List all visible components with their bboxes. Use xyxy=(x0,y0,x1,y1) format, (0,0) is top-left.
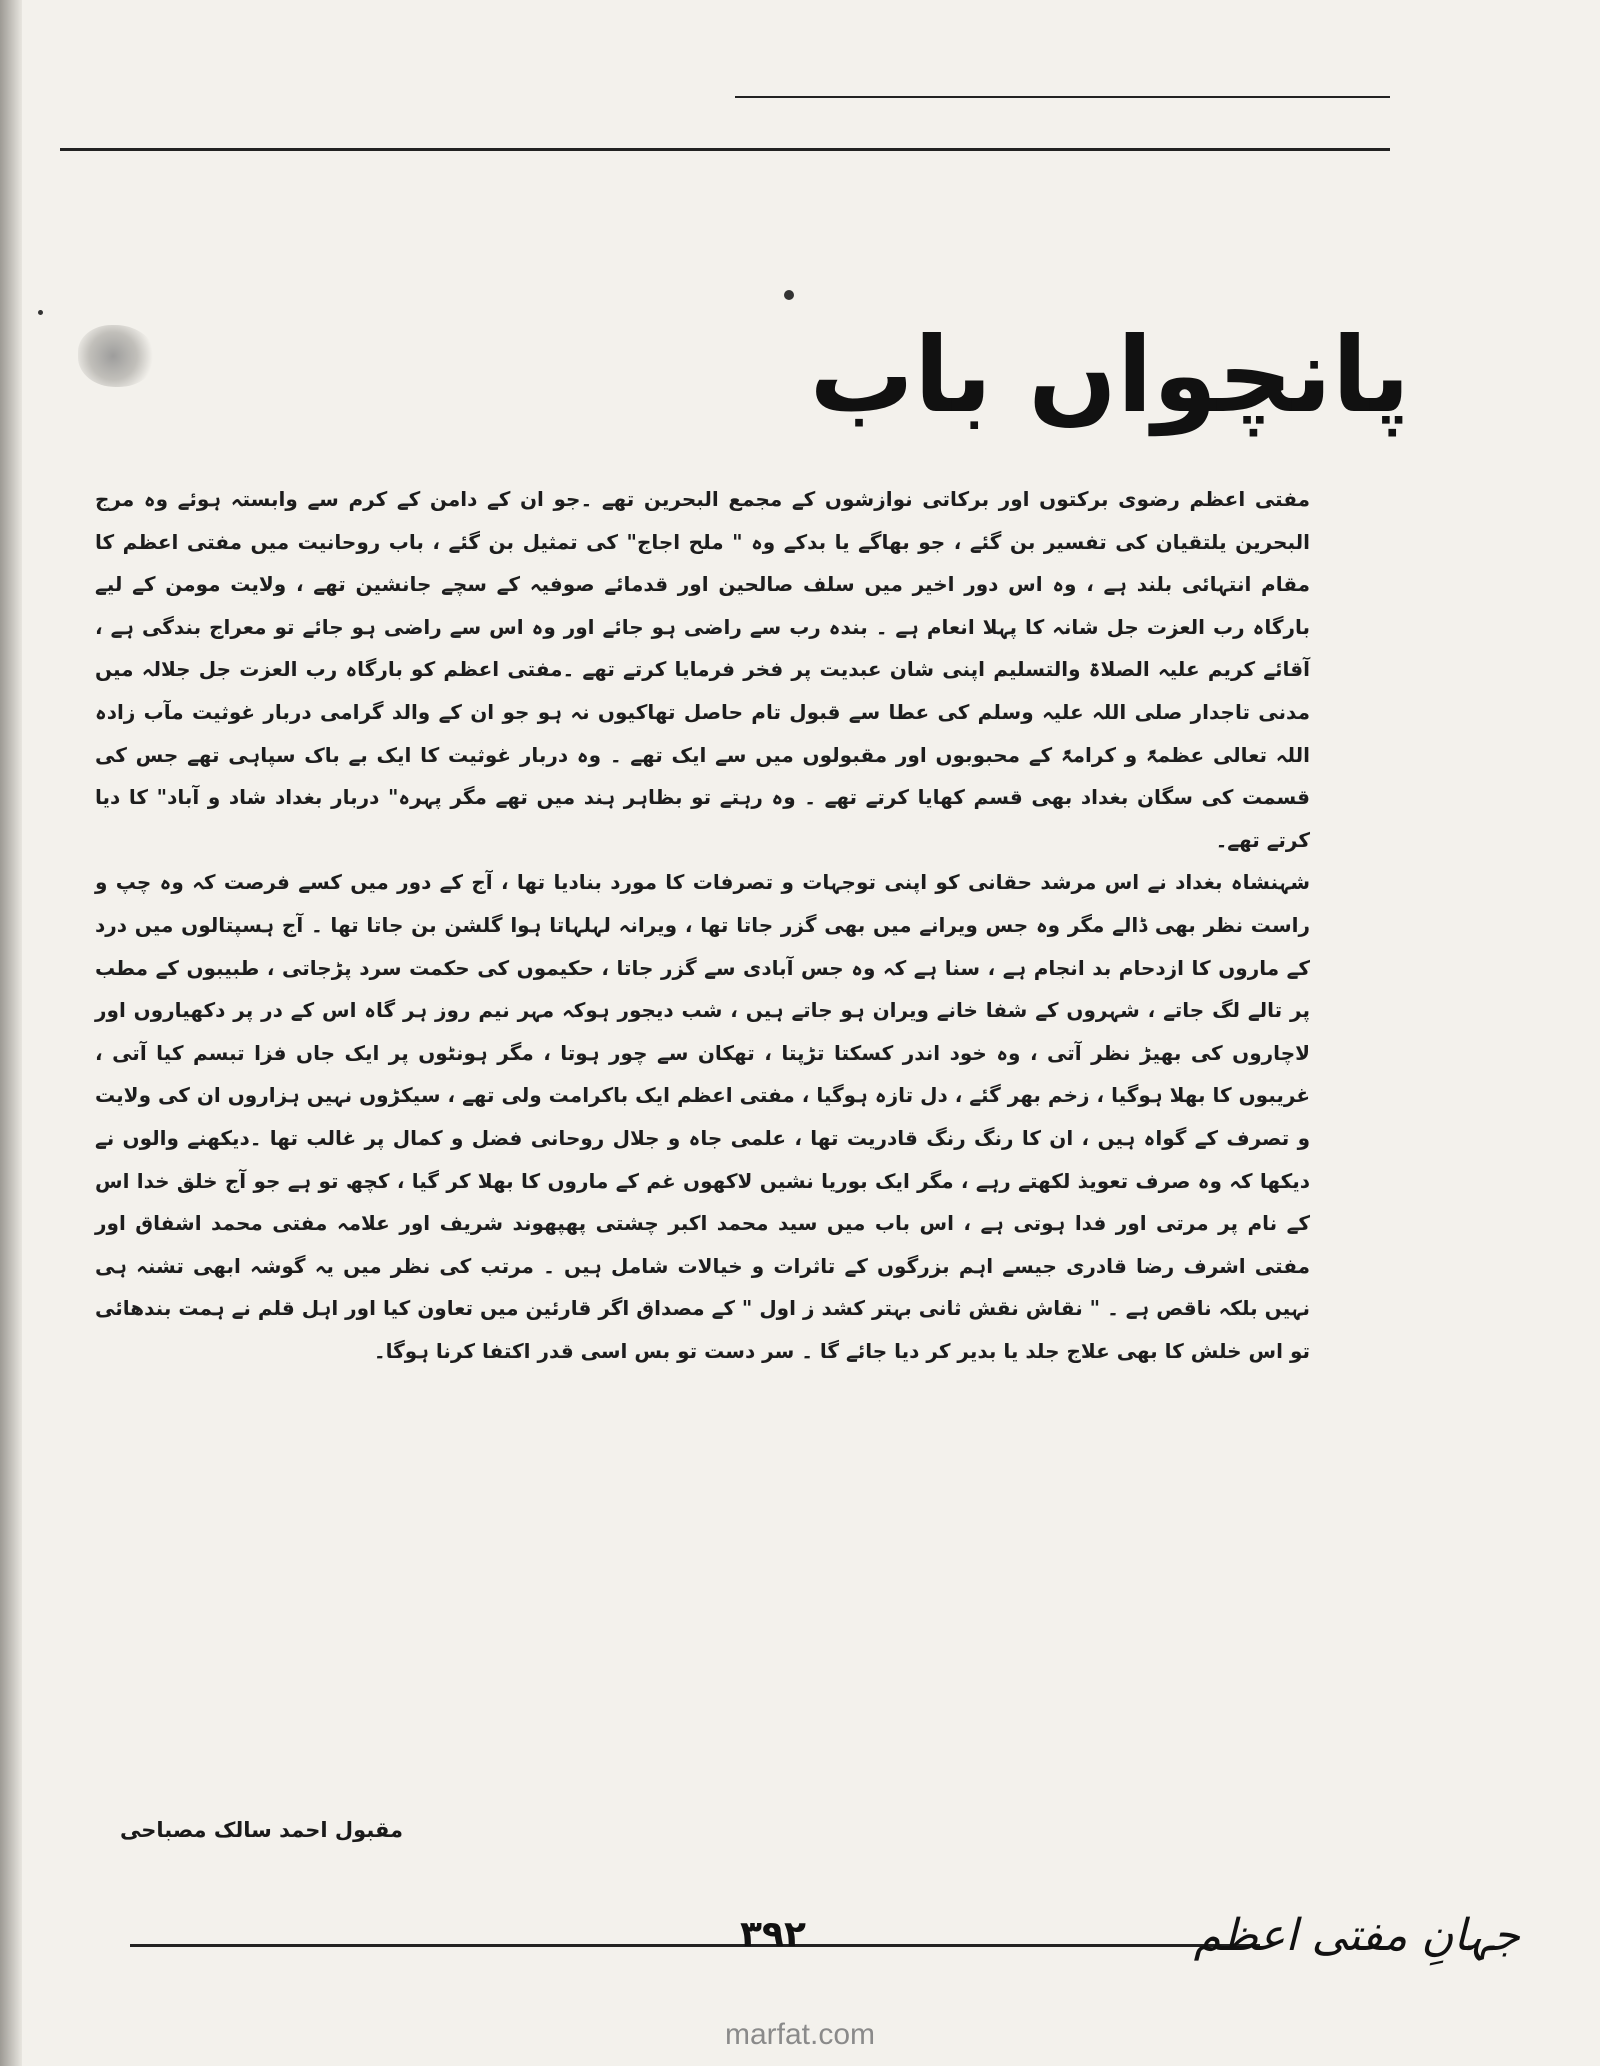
watermark: marfat.com xyxy=(724,2018,876,2051)
chapter-body xyxy=(95,478,1310,1372)
ink-dot xyxy=(784,290,794,300)
ink-smudge xyxy=(78,325,156,387)
page-spine-shadow xyxy=(0,0,22,2066)
chapter-title: پانچواں باب xyxy=(809,313,1410,436)
running-book-title: جہانِ مفتی اعظم xyxy=(1193,1910,1520,1961)
page-number: ۳۹۲ xyxy=(740,1914,806,1955)
ink-dot xyxy=(38,310,43,315)
paragraph: شہنشاہ بغداد نے اس مرشد حقانی کو اپنی توجہات و تصرفات کا مورد بنادیا تھا ، آج کے دور میں کسے فرصت کہ وہ چپ و راست نظر بھی ڈالے مگر وہ جس ویرانے میں بھی گزر جاتا تھا ، ویرانہ لہلہاتا ہوا گلشن بن جاتا تھا ۔ آج ہسپتالوں میں درد کے ماروں کا ازدحام بد انجام ہے ، سنا ہے کہ وہ جس آبادی سے گزر جاتا ، حکیموں کی حکمت سرد پڑجاتی ، طبیبوں کے مطب پر تالے لگ جاتے ، شہروں کے شفا خانے ویران ہو جاتے ہیں ، شب دیجور ہوکہ مہر نیم روز ہر گاہ اس کے در پر دکھیاروں اور لاچاروں کی بھیڑ نظر آتی ، وہ خود اندر کسکتا تڑپتا ، تھکان سے چور ہوتا ، مگر ہونٹوں پر ایک جاں فزا تبسم کیا آتی ، غریبوں کا بھلا ہوگیا ، زخم بھر گئے ، دل تازہ ہوگیا ، مفتی اعظم ایک باکرامت ولی تھے ، سیکڑوں نہیں ہزاروں ان کی ولایت و تصرف کے گواہ ہیں ، ان کا رنگ رنگ قادریت تھا ، علمی جاہ و جلال روحانی فضل و کمال پر غالب تھا ۔دیکھنے والوں نے دیکھا کہ وہ صرف تعویذ لکھتے رہے ، مگر ایک بوریا نشیں لاکھوں غم کے ماروں کا بھلا کر گیا ، کچھ تو ہے جو آج خلق خدا اس کے نام پر مرتی اور فدا ہوتی ہے ، اس باب میں سید محمد اکبر چشتی پھپھوند شریف اور علامہ مفتی محمد اشفاق اور مفتی اشرف رضا قادری جیسے اہم بزرگوں کے تاثرات و خیالات شامل ہیں ۔ مرتب کی نظر میں یہ گوشہ ابھی تشنہ ہی نہیں بلکہ ناقص ہے ۔ " نقاش نقش ثانی بہتر کشد ز اول " کے مصداق اگر قارئین میں تعاون کیا اور اہل قلم نے ہمت بندھائی تو اس خلش کا بھی علاج جلد یا بدیر کر دیا جائے گا ۔ سر دست تو بس اسی قدر اکتفا کرنا ہوگا۔ xyxy=(95,870,1310,1363)
paragraph: مفتی اعظم رضوی برکتوں اور برکاتی نوازشوں کے مجمع البحرین تھے ۔جو ان کے دامن کے کرم سے وابستہ ہوئے وہ مرج البحرین یلتقیان کی تفسیر بن گئے ، جو بھاگے یا بدکے وہ " ملح اجاج" کی تمثیل بن گئے ، باب روحانیت میں مفتی اعظم کا مقام انتہائی بلند ہے ، وہ اس دور اخیر میں سلف صالحین اور قدمائے صوفیہ کے سچے جانشین تھے ، ولایت مومن کے لیے بارگاہ رب العزت جل شانہ کا پہلا انعام ہے ۔ بندہ رب سے راضی ہو جائے اور وہ اس سے راضی ہو جائے تو معراج بندگی ہے ، آقائے کریم علیہ الصلاۃ والتسلیم اپنی شان عبدیت پر فخر فرمایا کرتے تھے ۔مفتی اعظم کو بارگاہ رب العزت جل جلالہ میں مدنی تاجدار صلی اللہ علیہ وسلم کی عطا سے قبول تام حاصل تھاکیوں نہ ہو جو ان کے والد گرامی دربار غوثیت مآب زادہ اللہ تعالی عظمۃً و کرامۃً کے محبوبوں اور مقبولوں میں سے ایک تھے ۔ وہ دربار غوثیت کا ایک بے باک سپاہی تھے جس کی قسمت کی سگان بغداد بھی قسم کھایا کرتے تھے ۔ وہ رہتے تو بظاہر ہند میں تھے مگر پہرہ" دربار بغداد شاد و آباد" کا دیا کرتے تھے۔ xyxy=(95,487,1310,852)
top-rule-long xyxy=(60,148,1390,151)
footer-rule xyxy=(130,1944,1260,1947)
author-signature: مقبول احمد سالک مصباحی xyxy=(120,1818,404,1842)
top-rule-short xyxy=(735,96,1390,98)
